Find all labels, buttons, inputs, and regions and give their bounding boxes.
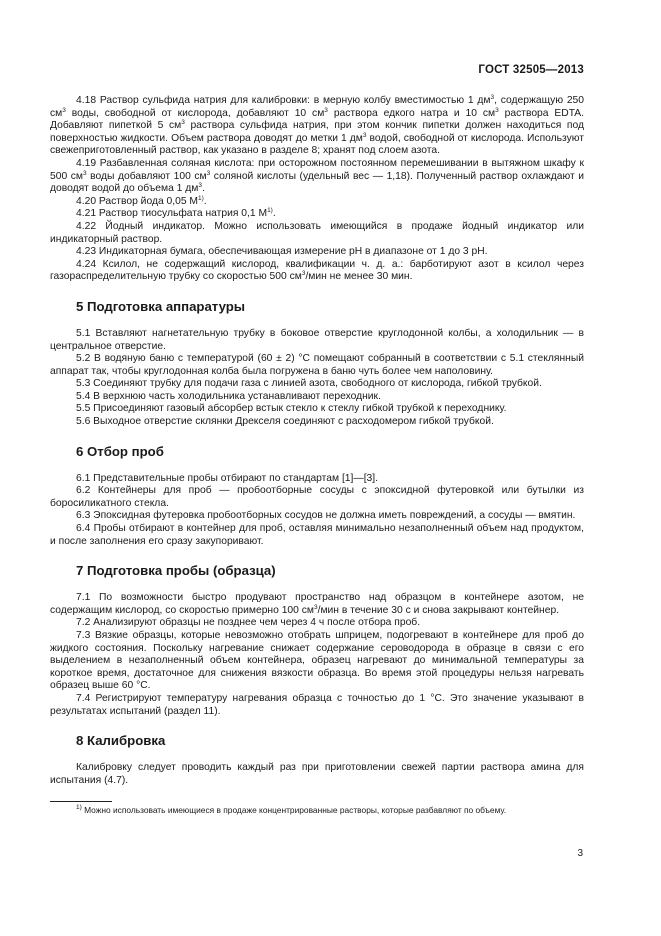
page-number: 3 <box>577 848 583 859</box>
superscript: 3 <box>301 270 306 278</box>
superscript: 1) <box>76 804 82 812</box>
paragraph: 4.18 Раствор сульфида натрия для калибровки: в мерную колбу вместимостью 1 $дм^3$, содержащую 250 $см^3$ воды, свободной от кислорода, добавляют 10 $см^3$ раствора едкого натра и 10 $см^3$ раствора EDTA. Добавляют пипеткой 5 $см^3$ раствора сульфида натрия, при этом кончик пипетки должен находиться под поверхностью жидкости. Объем раствора доводят до метки 1 $дм^3$ водой, свободной от кислорода. Используют свежеприготовленный раствор, как указано в разделе 8; хранят под слоем азота. <box>50 94 585 157</box>
paragraph: 4.23 Индикаторная бумага, обеспечивающая измерение рН в диапазоне от 1 до 3 рН. <box>76 246 488 258</box>
paragraph: 7.4 Регистрируют температуру нагревания образца с точностью до 1 °С. Это значение указывают в результатах испытаний (раздел 11). <box>50 692 584 717</box>
paragraph: Калибровку следует проводить каждый раз при приготовлении свежей партии раствора амина для испытания (4.7). <box>50 762 584 786</box>
paragraph: 5.5 Присоединяют газовый абсорбер встык стекло к стеклу гибкой трубкой к переходнику. <box>76 403 507 415</box>
document-body <box>50 95 584 816</box>
paragraph: 5.1 Вставляют нагнетательную трубку в боковое отверстие круглодонной колбы, а холодильник — в центральное отверстие. <box>50 327 584 352</box>
section-heading: 5 Подготовка аппаратуры <box>76 298 246 314</box>
paragraph: 7.2 Анализируют образцы не позднее чем через 4 ч после отбора проб. <box>76 617 421 629</box>
superscript: 3 <box>490 94 495 101</box>
paragraph: 5.3 Соединяют трубку для подачи газа с линией азота, свободного от кислорода, гибкой трубкой. <box>76 378 542 390</box>
superscript: 1) <box>267 207 273 215</box>
paragraph: 4.22 Йодный индикатор. Можно использовать имеющийся в продаже йодный индикатор или индикаторный раствор. <box>50 220 584 245</box>
paragraph: 6.3 Эпоксидная футеровка пробоотборных сосудов не должна иметь повреждений, а сосуды — вмятин. <box>76 510 576 522</box>
superscript: 3 <box>313 603 318 611</box>
superscript: 3 <box>206 169 211 177</box>
section-heading: 6 Отбор проб <box>76 443 164 459</box>
footnote: $^{1)}$ Можно использовать имеющиеся в продаже концентрированные растворы, которые разбавляют по объему. <box>76 804 507 816</box>
superscript: 3 <box>181 119 185 127</box>
paragraph: 7.1 По возможности быстро продувают пространство над образцом в контейнере азотом, не содержащим кислород, со скоростью примерно 100 $см^3$/мин в течение 30 с и снова закрывают контейнер. <box>50 592 584 616</box>
superscript: 3 <box>198 182 202 190</box>
superscript: 3 <box>495 106 499 114</box>
superscript: 3 <box>324 106 328 114</box>
superscript: 3 <box>62 106 66 114</box>
paragraph: 4.24 Ксилол, не содержащий кислород, квалификации ч. д. а.: барботируют азот в ксилол через газораспределительную трубку со скоростью 500 $см^3$/мин не менее 30 мин. <box>50 258 584 283</box>
paragraph: 7.3 Вязкие образцы, которые невозможно отобрать шприцем, подогревают в контейнере для проб до жидкого состояния. Поскольку нагревание снижает содержание сероводорода в образце в связи с его выделением в незаполненный объем контейнера, образец нагревают до минимальной температуры за короткое время, достаточное для снижения вязкости образца. Во время этой процедуры нельзя нагревать образец выше 60 °С. <box>50 630 584 692</box>
paragraph: 5.4 В верхнюю часть холодильника устанавливают переходник. <box>76 390 381 402</box>
section-heading: 7 Подготовка пробы (образца) <box>76 563 276 579</box>
paragraph: 5.2 В водяную баню с температурой (60 ± 2) °С помещают собранный в соответствии с 5.1 стеклянный аппарат так, чтобы круглодонная колба была погружена в баню чуть более чем наполовину. <box>50 353 584 377</box>
superscript: 3 <box>362 131 367 139</box>
superscript: 1) <box>198 194 204 202</box>
section-heading: 8 Калибровка <box>76 733 166 749</box>
paragraph: 6.4 Пробы отбирают в контейнер для проб, оставляя минимально незаполненный объем над продуктом, и после заполнения его сразу закупоривают. <box>50 523 584 547</box>
footnote-separator <box>50 801 112 802</box>
paragraph: 6.1 Представительные пробы отбирают по стандартам [1]—[3]. <box>76 472 379 484</box>
paragraph: 4.19 Разбавленная соляная кислота: при осторожном постоянном перемешивании в вытяжном шкафу к 500 $см^3$ воды добавляют 100 $см^3$ соляной кислоты (удельный вес — 1,18). Полученный раствор охлаждают и доводят водой до объема 1 $дм^3$. <box>50 157 584 195</box>
paragraph: 4.20 Раствор йода 0,05 $М^{1)}$. <box>76 194 207 207</box>
paragraph: 4.21 Раствор тиосульфата натрия 0,1 $М^{1)}$. <box>76 207 276 220</box>
paragraph: 5.6 Выходное отверстие склянки Дрекселя соединяют с расходомером гибкой трубкой. <box>76 416 494 428</box>
document-header: ГОСТ 32505—2013 <box>478 64 584 76</box>
superscript: 3 <box>82 169 87 177</box>
paragraph: 6.2 Контейнеры для проб — пробоотборные сосуды с эпоксидной футеровкой или бутылки из боросиликатного стекла. <box>50 485 584 509</box>
